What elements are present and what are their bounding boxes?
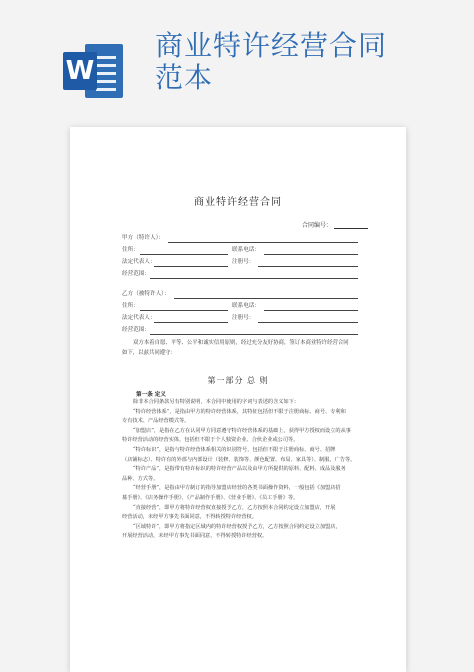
body-line: 特许经营活动的经营实体，包括但不限于个人独资企业、合伙企业或公司等。 bbox=[122, 437, 299, 444]
party-b-name-line bbox=[174, 298, 358, 299]
intro-line: 双方本着自愿、平等、公平和诚实信用原则，经过充分友好协商，签订本商业特许经营合同 bbox=[133, 340, 349, 346]
party-b-rep-label: 法定代表人： bbox=[122, 315, 156, 321]
body-line: “直接经营”，即甲方将特许经营权直接授予乙方，乙方按照本合同约定设立加盟店，开展 bbox=[133, 504, 336, 511]
body-line: 专有技术、产品经营模式等。 bbox=[122, 418, 190, 425]
body-line: “经营手册”，是指由甲方制订的指导加盟店经营的各类书面操作资料，一般包括《加盟店招 bbox=[133, 485, 341, 492]
body-line: 品种、方式等。 bbox=[122, 475, 159, 482]
document-title: 商业特许经营合同 bbox=[194, 197, 282, 208]
contract-number-blank bbox=[334, 222, 368, 229]
party-b-scope-label: 经营范围： bbox=[122, 327, 150, 333]
body-line: 经营活动，未经甲方事先书面同意，不得转授特许经营权。 bbox=[122, 514, 257, 521]
body-line: 开展经营活动，未经甲方事先书面同意，不得转授特许经营权。 bbox=[122, 533, 268, 540]
body-line: “加盟店”，是指在乙方在认同甲方同意遵守特许经营体系的基础上，获得甲方授权而设立的从事 bbox=[133, 427, 351, 434]
party-b-reg-line bbox=[258, 322, 358, 323]
party-a-rep-label: 法定代表人： bbox=[122, 259, 156, 265]
page-title-line1: 商业特许经营合同 bbox=[155, 29, 388, 62]
body-line: 除非本合同条款另有特别说明，本合同中使用的字词与表述的含义如下： bbox=[133, 399, 300, 405]
page-header bbox=[0, 0, 474, 120]
party-a-scope-label: 经营范围： bbox=[122, 271, 150, 277]
body-line: （店铺标志）、特许有的外部与内部设计（装修、装饰等、颜色配置、布局、家具等）、制服、广告等。 bbox=[122, 456, 356, 463]
party-b-phone-line bbox=[264, 310, 358, 311]
party-a-phone-line bbox=[264, 254, 358, 255]
article-body bbox=[122, 398, 358, 542]
body-line: “区域特许”，即甲方将指定区域内的特许经营权授予乙方，乙方按照合同约定设立加盟店， bbox=[133, 523, 341, 530]
party-a-address-line bbox=[140, 254, 228, 255]
party-a-scope-line bbox=[150, 278, 358, 279]
party-a-name-line bbox=[168, 242, 358, 243]
party-a-reg-label: 注册号： bbox=[232, 259, 255, 265]
party-b-name-label: 乙方（被特许人）： bbox=[122, 291, 170, 297]
party-a-reg-line bbox=[258, 266, 358, 267]
body-line: “特许标识”，是指与特许经营体系相关的识别符号，包括但不限于注册商标、商号、招牌 bbox=[133, 446, 336, 453]
party-b-scope-line bbox=[150, 334, 358, 335]
party-b-reg-label: 注册号： bbox=[232, 315, 255, 321]
party-a-rep-line bbox=[154, 266, 228, 267]
article-heading: 第一条 定义 bbox=[136, 392, 166, 398]
party-b-rep-line bbox=[154, 322, 228, 323]
body-line: “特许经营体系”，是指由甲方的特许经营体系，其特征包括但不限于注册商标、商号、专利和 bbox=[133, 408, 346, 415]
party-a-phone-label: 联系电话： bbox=[232, 247, 260, 253]
body-line: “特许产品”，是指带有特许标识的特许经营产品以及由甲方所提供的原料、配料、成品及服务 bbox=[133, 466, 346, 473]
document-page bbox=[70, 127, 406, 672]
intro-line: 如下，以兹共同遵守： bbox=[122, 349, 176, 356]
party-a-address-label: 住所： bbox=[122, 247, 139, 253]
word-icon bbox=[63, 42, 125, 100]
body-line: 募手册》、《店务操作手册》、《产品制作手册》、《营业手册》、《员工手册》等。 bbox=[122, 494, 299, 501]
party-b-address-label: 住所： bbox=[122, 303, 139, 309]
party-a-name-label: 甲方（特许人）： bbox=[122, 235, 164, 241]
page-title-line2: 范本 bbox=[155, 61, 214, 94]
page-title bbox=[155, 30, 455, 94]
party-b-address-line bbox=[140, 310, 228, 311]
contract-number bbox=[302, 220, 368, 229]
intro-paragraph bbox=[122, 339, 358, 358]
word-icon-letter: W bbox=[63, 52, 97, 90]
party-b-phone-label: 联系电话： bbox=[232, 303, 260, 309]
contract-number-label: 合同编号： bbox=[302, 222, 333, 229]
part-heading: 第一部分 总 则 bbox=[207, 376, 269, 385]
